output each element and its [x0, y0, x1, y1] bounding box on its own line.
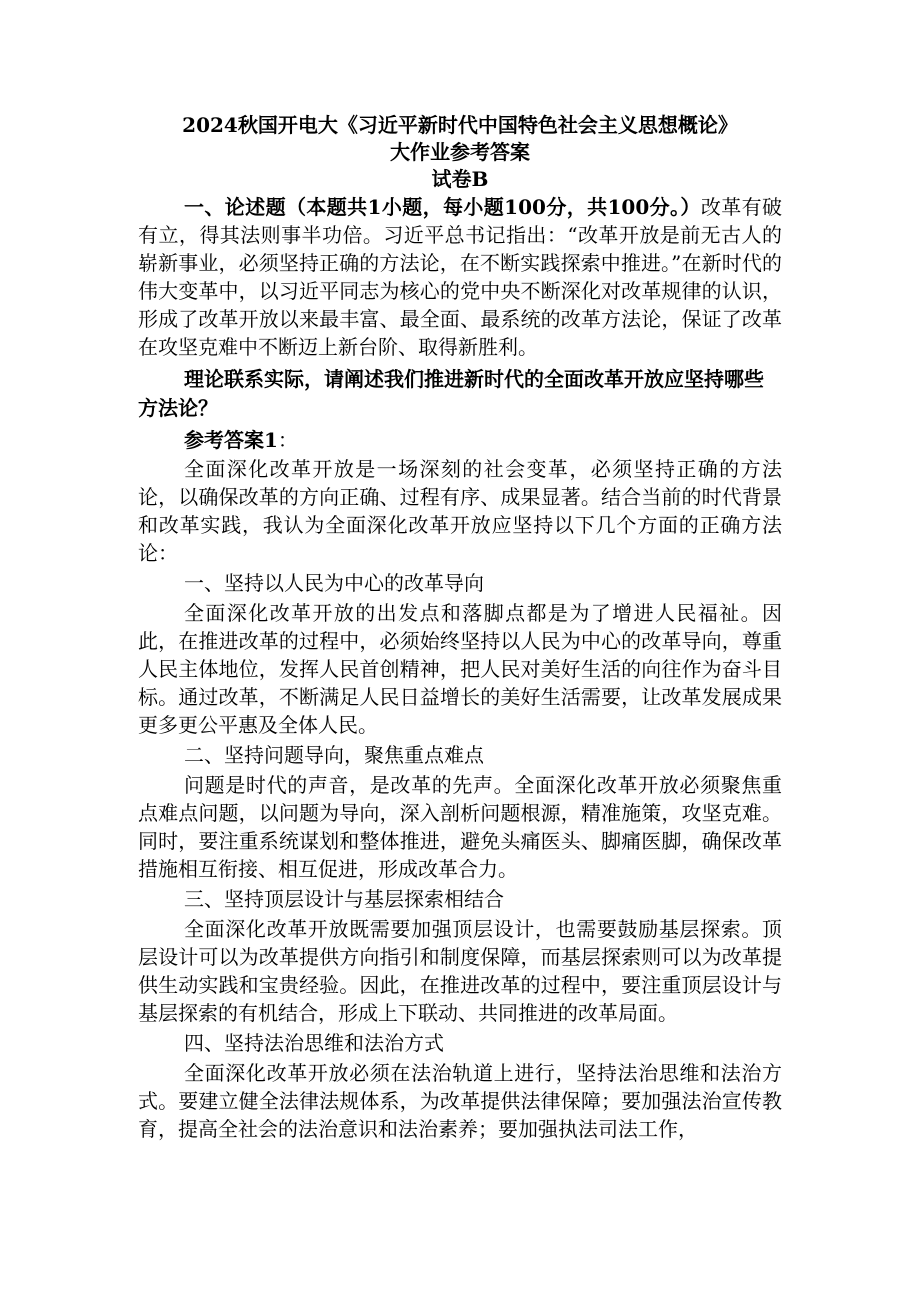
question-text: 理论联系实际，请阐述我们推进新时代的全面改革开放应坚持哪些方法论？ — [138, 367, 764, 420]
document-title-line2: 大作业参考答案 — [390, 140, 530, 164]
point4-heading: 四、坚持法治思维和法治方式 — [184, 1031, 444, 1055]
point2-body: 问题是时代的声音，是改革的先声。全面深化改革开放必须聚焦重点难点问题，以问题为导向，深入剖析问题根源，精准施策，攻坚克难。同时，要注重系统谋划和整体推进，避免头痛医头、脚痛医脚，确保改革措施相互衔接、相互促进，形成改革合力。 — [138, 773, 782, 881]
answer-label — [138, 425, 782, 455]
answer-intro: 全面深化改革开放是一场深刻的社会变革，必须坚持正确的方法论，以确保改革的方向正确、过程有序、成果显著。结合当前的时代背景和改革实践，我认为全面深化改革开放应坚持以下几个方面的正确方法论： — [138, 457, 782, 565]
section1-paragraph — [138, 193, 782, 361]
section1-heading: 一、论述题（本题共1小题，每小题100分，共100分。） — [184, 195, 701, 219]
point1-heading: 一、坚持以人民为中心的改革导向 — [184, 571, 484, 595]
document-title-line1: 2024秋国开电大《习近平新时代中国特色社会主义思想概论》 — [182, 113, 738, 137]
point1-body: 全面深化改革开放的出发点和落脚点都是为了增进人民福祉。因此，在推进改革的过程中，必须始终坚持以人民为中心的改革导向，尊重人民主体地位，发挥人民首创精神，把人民对美好生活的向往作为奋斗目标。通过改革，不断满足人民日益增长的美好生活需要，让改革发展成果更多更公平惠及全体人民。 — [138, 601, 782, 737]
point2-heading: 二、坚持问题导向，聚焦重点难点 — [184, 743, 484, 767]
document-page — [138, 112, 782, 1143]
answer-label-text: 参考答案1 — [184, 428, 278, 452]
answer-label-suffix: ： — [277, 428, 298, 452]
point4-body: 全面深化改革开放必须在法治轨道上进行，坚持法治思维和法治方式。要建立健全法律法规体系，为改革提供法律保障；要加强法治宣传教育，提高全社会的法治意识和法治素养；要加强执法司法工作， — [138, 1061, 782, 1141]
point3-heading: 三、坚持顶层设计与基层探索相结合 — [184, 887, 504, 911]
section1-intro: 改革有破有立，得其法则事半功倍。习近平总书记指出：“改革开放是前无古人的崭新事业，必须坚持正确的方法论，在不断实践探索中推进。”在新时代的伟大变革中，以习近平同志为核心的党中央不断深化对改革规律的认识，形成了改革开放以来最丰富、最全面、最系统的改革方法论，保证了改革在攻坚克难中不断迈上新台阶、取得新胜利。 — [138, 195, 783, 359]
point3-body: 全面深化改革开放既需要加强顶层设计，也需要鼓励基层探索。顶层设计可以为改革提供方向指引和制度保障，而基层探索则可以为改革提供生动实践和宝贵经验。因此，在推进改革的过程中，要注重顶层设计与基层探索的有机结合，形成上下联动、共同推进的改革局面。 — [138, 917, 782, 1025]
document-title-line3: 试卷B — [431, 167, 489, 191]
